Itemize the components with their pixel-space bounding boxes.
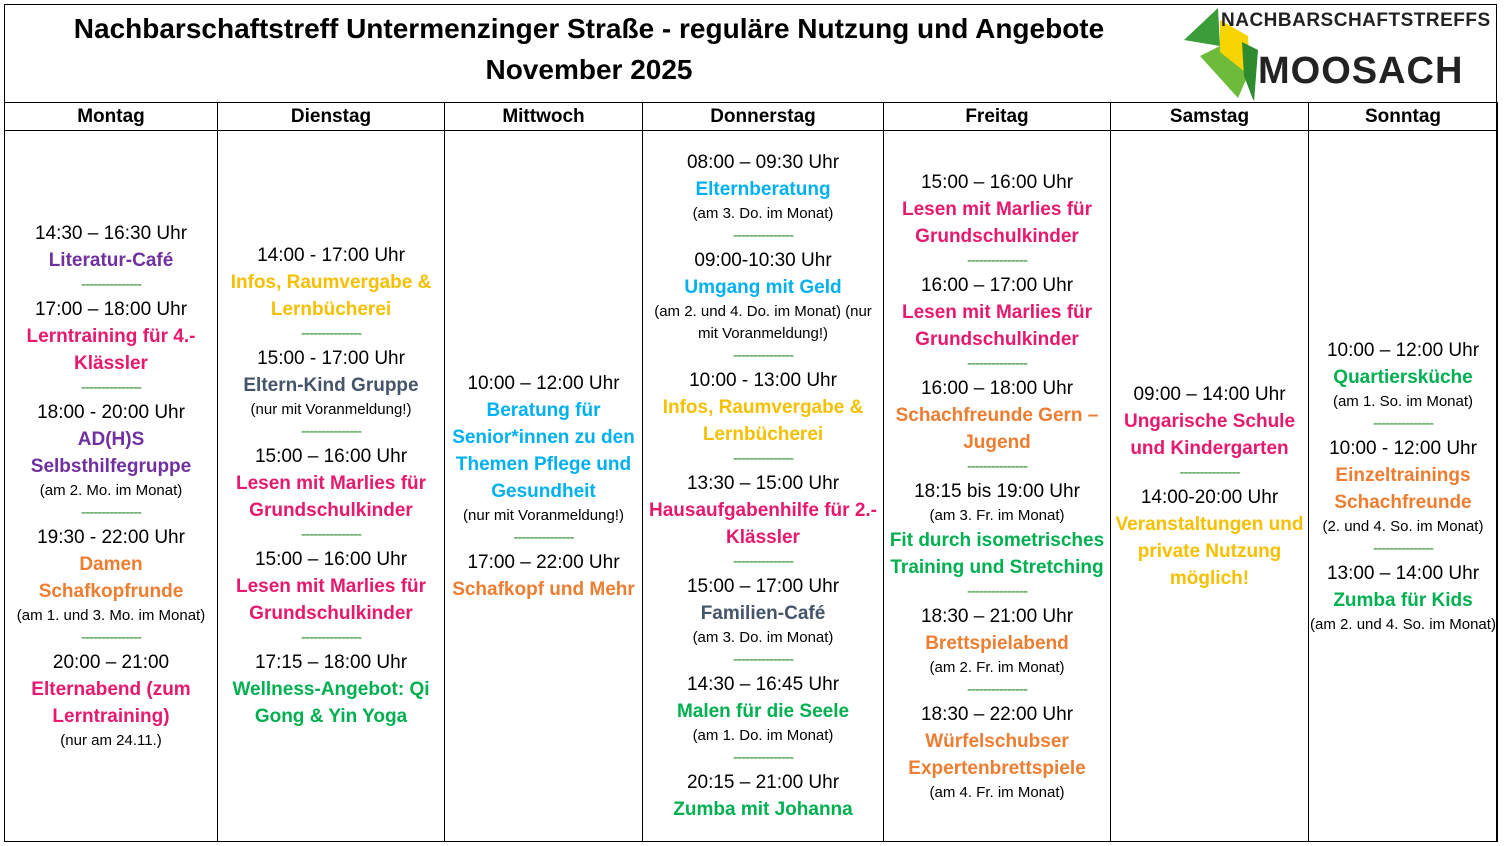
- event-time: 15:00 – 16:00 Uhr: [254, 446, 408, 467]
- event-separator: ---------------: [513, 528, 574, 546]
- event-title: Veranstaltungen und private Nutzung möglich!: [1115, 513, 1304, 589]
- event-title: Lesen mit Marlies für Grundschulkinder: [901, 198, 1093, 247]
- event-title: Fit durch isometrisches Training und Stretching: [889, 529, 1105, 578]
- event-time: 10:00 – 12:00 Uhr: [1326, 339, 1480, 361]
- event-separator: ---------------: [1373, 414, 1433, 432]
- event-time: 18:30 – 21:00 Uhr: [920, 605, 1074, 627]
- event-note: (2. und 4. So. im Monat): [1322, 517, 1484, 535]
- event-title: Beratung für Senior*innen zu den Themen Pflege und Gesundheit: [452, 399, 635, 502]
- event-note: (am 1. und 3. Mo. im Monat): [16, 607, 206, 624]
- event-note: (am 3. Do. im Monat): [692, 205, 834, 222]
- event-title: Infos, Raumvergabe & Lernbücherei: [662, 397, 864, 445]
- event-separator: ---------------: [733, 347, 793, 364]
- event-separator: ---------------: [81, 276, 141, 293]
- event-time: 16:00 – 17:00 Uhr: [920, 274, 1074, 296]
- event-note: (am 3. Do. im Monat): [692, 629, 834, 646]
- event-time: 20:00 – 21:00: [52, 652, 170, 673]
- event-time: 17:00 – 18:00 Uhr: [34, 299, 188, 320]
- event-separator: ---------------: [81, 629, 141, 646]
- event-note: (am 2. und 4. So. im Monat): [1310, 615, 1496, 633]
- event-title: Malen für die Seele: [676, 701, 850, 722]
- event-separator: ---------------: [301, 325, 361, 342]
- event-time: 15:00 – 17:00 Uhr: [686, 576, 840, 597]
- event-note: (nur mit Voranmeldung!): [463, 506, 624, 524]
- logo-text-top: NACHBARSCHAFTSTREFFS: [1221, 10, 1491, 31]
- event-time: 17:00 – 22:00 Uhr: [467, 551, 620, 573]
- event-title: Elternabend (zum Lerntraining): [31, 679, 191, 727]
- title-line-1: Nachbarschaftstreff Untermenzinger Straße - reguläre Nutzung und Angebote: [73, 13, 1105, 44]
- event-title: Eltern-Kind Gruppe: [243, 375, 419, 396]
- event-time: 09:00-10:30 Uhr: [694, 250, 832, 271]
- day-column-dienstag: [218, 131, 445, 842]
- event-separator: ---------------: [301, 629, 361, 646]
- event-title: Quartiersküche: [1333, 366, 1473, 388]
- event-time: 13:30 – 15:00 Uhr: [686, 473, 840, 494]
- day-column-montag: [5, 131, 218, 842]
- event-separator: ---------------: [733, 553, 793, 570]
- event-title: Lesen mit Marlies für Grundschulkinder: [235, 576, 427, 624]
- event-title: Einzeltrainings Schachfreunde: [1334, 464, 1472, 513]
- event-time: 09:00 – 14:00 Uhr: [1133, 383, 1286, 405]
- event-separator: ---------------: [967, 582, 1027, 600]
- event-separator: ---------------: [733, 749, 793, 766]
- event-title: Zumba für Kids: [1333, 589, 1473, 611]
- title-line-2: November 2025: [485, 54, 693, 85]
- event-separator: ---------------: [733, 651, 793, 668]
- day-header-freitag: Freitag: [884, 103, 1111, 131]
- event-title: Familien-Café: [700, 603, 826, 624]
- event-title: Zumba mit Johanna: [673, 799, 853, 820]
- event-time: 13:00 – 14:00 Uhr: [1326, 562, 1480, 584]
- event-time: 14:30 – 16:45 Uhr: [686, 674, 840, 695]
- event-note: (nur am 24.11.): [60, 732, 162, 749]
- event-separator: ---------------: [967, 251, 1027, 269]
- event-note: (am 2. und 4. Do. im Monat) (nur mit Voranmeldung!): [654, 303, 872, 342]
- event-note: (am 1. Do. im Monat): [692, 727, 834, 744]
- event-separator: ---------------: [733, 227, 793, 244]
- event-time: 10:00 - 13:00 Uhr: [689, 370, 837, 391]
- event-note: (nur mit Voranmeldung!): [250, 401, 412, 418]
- event-time: 08:00 – 09:30 Uhr: [686, 152, 840, 173]
- event-separator: ---------------: [81, 379, 141, 396]
- day-header-row: [5, 103, 1498, 131]
- event-time: 10:00 – 12:00 Uhr: [467, 372, 620, 394]
- event-note: (am 3. Fr. im Monat): [929, 506, 1065, 524]
- day-column-donnerstag: [643, 131, 884, 842]
- day-header-donnerstag: Donnerstag: [643, 103, 884, 131]
- event-title: Lesen mit Marlies für Grundschulkinder: [235, 473, 427, 521]
- event-title: Ungarische Schule und Kindergarten: [1123, 410, 1296, 459]
- event-note: (am 2. Fr. im Monat): [929, 658, 1065, 676]
- event-time: 10:00 - 12:00 Uhr: [1329, 437, 1477, 459]
- event-separator: ---------------: [81, 504, 141, 521]
- event-title: Wellness-Angebot: Qi Gong & Yin Yoga: [232, 679, 430, 727]
- event-separator: ---------------: [301, 526, 361, 543]
- event-separator: ---------------: [733, 450, 793, 467]
- event-time: 18:30 – 22:00 Uhr: [920, 703, 1074, 725]
- event-separator: ---------------: [967, 457, 1027, 475]
- event-separator: ---------------: [967, 354, 1027, 372]
- day-header-samstag: Samstag: [1111, 103, 1309, 131]
- event-time: 18:15 bis 19:00 Uhr: [914, 480, 1080, 502]
- day-column-mittwoch: [445, 131, 643, 842]
- event-time: 19:30 - 22:00 Uhr: [37, 527, 185, 548]
- event-title: Damen Schafkopfrunde: [38, 554, 184, 602]
- event-title: AD(H)S Selbsthilfegruppe: [30, 429, 192, 477]
- event-time: 14:00 - 17:00 Uhr: [257, 245, 405, 266]
- event-time: 15:00 – 16:00 Uhr: [254, 549, 408, 570]
- event-title: Lesen mit Marlies für Grundschulkinder: [901, 301, 1093, 350]
- event-time: 14:30 – 16:30 Uhr: [34, 223, 188, 244]
- event-note: (am 2. Mo. im Monat): [39, 482, 183, 499]
- event-note: (am 4. Fr. im Monat): [929, 783, 1065, 801]
- day-header-sonntag: Sonntag: [1309, 103, 1498, 131]
- day-column-freitag: [884, 131, 1111, 842]
- event-title: Elternberatung: [695, 179, 831, 200]
- event-title: Brettspielabend: [925, 632, 1069, 654]
- event-title: Lerntraining für 4.-Klässler: [26, 326, 196, 374]
- event-time: 15:00 – 16:00 Uhr: [920, 171, 1074, 193]
- event-title: Umgang mit Geld: [684, 277, 842, 298]
- day-events-row: [5, 131, 1498, 842]
- event-title: Hausaufgabenhilfe für 2.-Klässler: [648, 500, 878, 548]
- event-time: 17:15 – 18:00 Uhr: [254, 652, 408, 673]
- schedule-table: [4, 102, 1498, 842]
- day-header-montag: Montag: [5, 103, 218, 131]
- day-column-sonntag: [1309, 131, 1498, 842]
- event-separator: ---------------: [301, 423, 361, 440]
- day-header-dienstag: Dienstag: [218, 103, 445, 131]
- event-title: Schachfreunde Gern – Jugend: [895, 404, 1099, 453]
- logo-text-bottom: MOOSACH: [1258, 50, 1464, 92]
- event-time: 15:00 - 17:00 Uhr: [257, 348, 405, 369]
- event-title: Schafkopf und Mehr: [452, 578, 635, 600]
- day-header-mittwoch: Mittwoch: [445, 103, 643, 131]
- event-note: (am 1. So. im Monat): [1332, 392, 1474, 410]
- event-separator: ---------------: [1179, 463, 1240, 481]
- page-title: [4, 8, 1174, 90]
- event-title: Literatur-Café: [48, 250, 174, 271]
- event-title: Würfelschubser Expertenbrettspiele: [908, 730, 1086, 779]
- event-separator: ---------------: [1373, 539, 1433, 557]
- event-time: 16:00 – 18:00 Uhr: [920, 377, 1074, 399]
- event-time: 20:15 – 21:00 Uhr: [686, 772, 840, 793]
- event-time: 14:00-20:00 Uhr: [1140, 486, 1279, 508]
- day-column-samstag: [1111, 131, 1309, 842]
- event-title: Infos, Raumvergabe & Lernbücherei: [230, 272, 432, 320]
- event-separator: ---------------: [967, 680, 1027, 698]
- event-time: 18:00 - 20:00 Uhr: [37, 402, 185, 423]
